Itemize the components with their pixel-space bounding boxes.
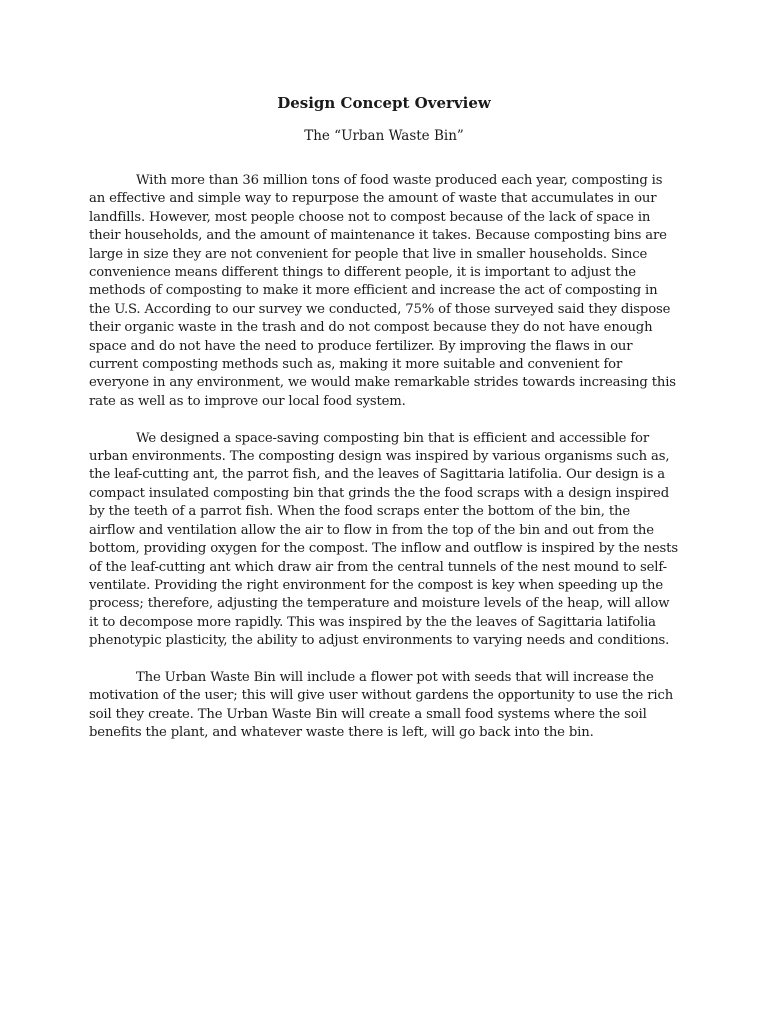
document-body — [89, 172, 679, 761]
paragraph-design: We designed a space-saving composting bin that is efficient and accessible for urban environments. The composting design was inspired by various organisms such as, the leaf-cutting ant, the parrot fish, and the leaves of Sagittaria latifolia. Our design is a compact insulated composting bin that grinds the the food scraps with a design inspired by the teeth of a parrot fish. When the food scraps enter the bottom of the bin, the airflow and ventilation allow the air to flow in from the top of the bin and out from the bottom, providing oxygen for the compost. The inflow and outflow is inspired by the nests of the leaf-cutting ant which draw air from the central tunnels of the nest mound to self-ventilate. Providing the right environment for the compost is key when speeding up the process; therefore, adjusting the temperature and moisture levels of the heap, will allow it to decompose more rapidly. This was inspired by the the leaves of Sagittaria latifolia phenotypic plasticity, the ability to adjust environments to varying needs and conditions. — [89, 430, 678, 649]
document-title: Design Concept Overview — [277, 94, 491, 112]
paragraph-flower-pot: The Urban Waste Bin will include a flower pot with seeds that will increase the motivation of the user; this will give user without gardens the opportunity to use the rich soil they create. The Urban Waste Bin will create a small food systems where the soil benefits the plant, and whatever waste there is left, will go back into the bin. — [89, 669, 674, 741]
document-subtitle: The “Urban Waste Bin” — [304, 128, 464, 144]
paragraph-intro: With more than 36 million tons of food waste produced each year, composting is an effective and simple way to repurpose the amount of waste that accumulates in our landfills. However, most people choose not to compost because of the lack of space in their households, and the amount of maintenance it takes. Because composting bins are large in size they are not convenient for people that live in smaller households. Since convenience means different things to different people, it is important to adjust the methods of composting to make it more efficient and increase the act of composting in the U.S. According to our survey we conducted, 75% of those surveyed said they dispose their organic waste in the trash and do not compost because they do not have enough space and do not have the need to produce fertilizer. By improving the flaws in our current composting methods such as, making it more suitable and convenient for everyone in any environment, we would make remarkable strides towards increasing this rate as well as to improve our local food system. — [89, 173, 676, 409]
